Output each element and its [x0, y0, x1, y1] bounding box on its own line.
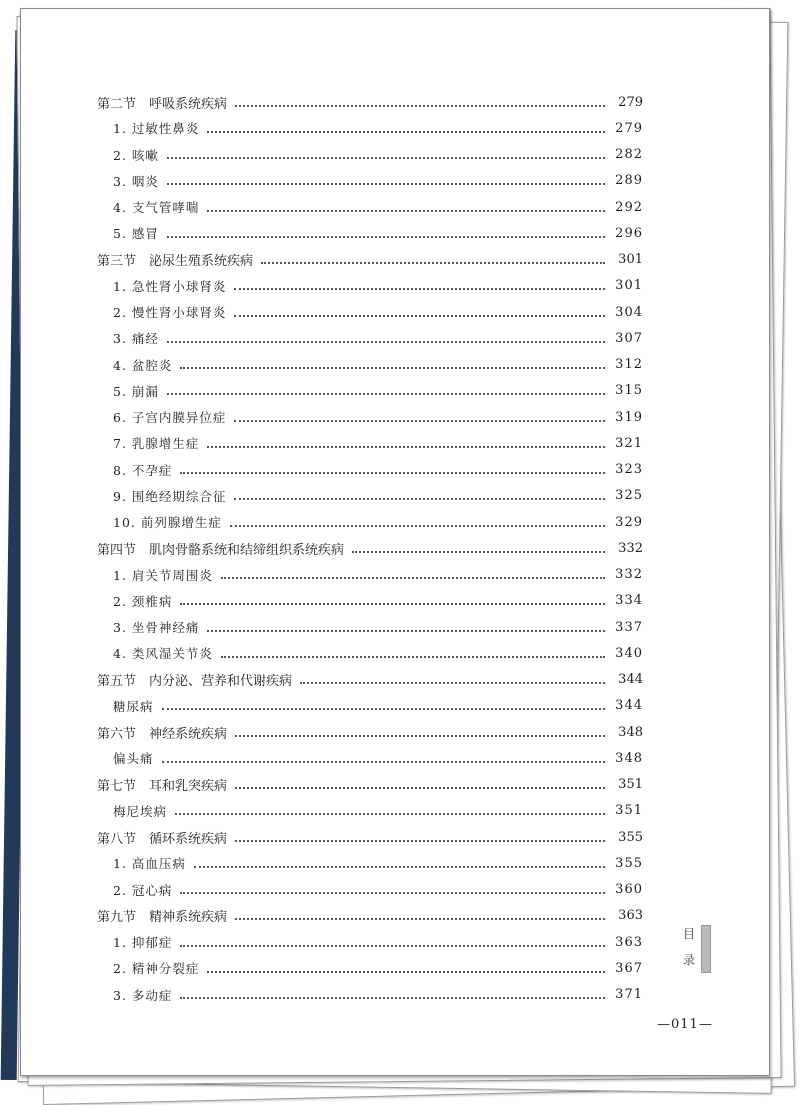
dot-leader: [162, 760, 605, 763]
dot-leader: [180, 996, 605, 999]
toc-entry-title: 1. 肩关节周围炎: [113, 567, 213, 583]
dot-leader: [194, 865, 605, 868]
dot-leader: [180, 366, 605, 369]
toc-entry-page: 348: [615, 750, 643, 766]
toc-entry-title: 偏头痛: [113, 751, 154, 767]
toc-entry-title: 7. 乳腺增生症: [113, 436, 200, 452]
toc-entry-title: 3. 坐骨神经痛: [113, 620, 200, 636]
toc-entry-title: 6. 子宫内膜异位症: [113, 410, 227, 426]
toc-entry[interactable]: [97, 877, 643, 903]
toc-entry[interactable]: [97, 745, 643, 771]
dot-leader: [207, 629, 605, 632]
toc-entry-page: 325: [615, 488, 643, 504]
dot-leader: [235, 734, 605, 737]
dot-leader: [175, 812, 605, 815]
toc-entry-title: 第五节 内分泌、营养和代谢疾病: [97, 674, 293, 690]
toc-entry[interactable]: [97, 614, 643, 640]
toc-entry-title: 2. 颈椎病: [113, 593, 173, 609]
toc-entry[interactable]: [97, 194, 643, 220]
dot-leader: [234, 287, 605, 290]
toc-entry-page: 289: [615, 173, 643, 189]
toc-page: [20, 8, 770, 1076]
toc-entry[interactable]: [97, 457, 643, 483]
dot-leader: [167, 235, 605, 238]
toc-entry[interactable]: [97, 404, 643, 430]
toc-entry[interactable]: [97, 929, 643, 955]
toc-entry-page: 355: [615, 855, 643, 871]
toc-entry-page: 351: [618, 777, 643, 793]
toc-entry[interactable]: [97, 142, 643, 168]
dot-leader: [230, 524, 605, 527]
page-number: —011—: [657, 1017, 713, 1032]
toc-entry[interactable]: [97, 955, 643, 981]
side-label-char: 录: [682, 953, 695, 967]
toc-entry[interactable]: [97, 430, 643, 456]
table-of-contents: [97, 89, 643, 1008]
toc-entry[interactable]: [97, 220, 643, 246]
toc-entry-title: 2. 精神分裂症: [113, 961, 200, 977]
toc-entry-page: 363: [615, 934, 643, 950]
toc-entry-page: 348: [618, 724, 643, 740]
toc-entry-title: 1. 高血压病: [113, 856, 186, 872]
dot-leader: [261, 261, 605, 264]
toc-entry-page: 296: [615, 225, 643, 241]
toc-entry-page: 279: [618, 94, 643, 110]
toc-entry-title: 3. 痛经: [113, 331, 159, 347]
toc-entry-page: 292: [615, 199, 643, 215]
toc-entry-title: 1. 抑郁症: [113, 935, 173, 951]
toc-entry-page: 363: [618, 908, 643, 924]
toc-entry-title: 2. 慢性肾小球肾炎: [113, 305, 227, 321]
toc-entry-page: 344: [618, 672, 643, 688]
toc-entry-page: 351: [615, 803, 643, 819]
toc-entry-title: 3. 多动症: [113, 987, 173, 1003]
side-label-char: 目: [682, 927, 695, 941]
dot-leader: [207, 209, 605, 212]
toc-entry-title: 第四节 肌肉骨骼系统和结缔组织系统疾病: [97, 542, 345, 558]
toc-entry-page: 355: [618, 829, 643, 845]
toc-section-entry[interactable]: [97, 667, 643, 693]
toc-entry[interactable]: [97, 483, 643, 509]
toc-entry-page: 301: [615, 278, 643, 294]
toc-entry-page: 332: [615, 567, 643, 583]
toc-entry[interactable]: [97, 588, 643, 614]
toc-entry-page: 334: [615, 593, 643, 609]
dot-leader: [180, 944, 605, 947]
side-label: [679, 921, 699, 973]
toc-entry-page: 337: [615, 619, 643, 635]
toc-entry-page: 312: [615, 357, 643, 373]
toc-entry[interactable]: [97, 562, 643, 588]
toc-entry[interactable]: [97, 299, 643, 325]
toc-entry-page: 282: [615, 147, 643, 163]
dot-leader: [234, 314, 605, 317]
toc-entry[interactable]: [97, 168, 643, 194]
dot-leader: [180, 471, 605, 474]
toc-entry-page: 321: [615, 435, 643, 451]
dot-leader: [235, 104, 605, 107]
toc-entry-page: 307: [615, 330, 643, 346]
toc-entry-title: 2. 冠心病: [113, 882, 173, 898]
toc-section-entry[interactable]: [97, 89, 643, 115]
toc-entry[interactable]: [97, 509, 643, 535]
dot-leader: [207, 445, 605, 448]
toc-entry[interactable]: [97, 693, 643, 719]
dot-leader: [167, 182, 605, 185]
toc-entry-page: 360: [615, 882, 643, 898]
dot-leader: [221, 576, 605, 579]
toc-entry-title: 梅尼埃病: [113, 803, 168, 819]
dot-leader: [352, 550, 605, 553]
dot-leader: [207, 970, 605, 973]
dot-leader: [167, 156, 605, 159]
toc-entry-title: 第九节 精神系统疾病: [97, 910, 228, 926]
toc-section-entry[interactable]: [97, 247, 643, 273]
dot-leader: [234, 497, 605, 500]
toc-entry[interactable]: [97, 798, 643, 824]
dot-leader: [180, 602, 605, 605]
toc-entry-title: 8. 不孕症: [113, 462, 173, 478]
toc-entry-page: 301: [618, 252, 643, 268]
toc-entry-title: 第三节 泌尿生殖系统疾病: [97, 254, 254, 270]
dot-leader: [234, 419, 605, 422]
toc-entry-page: 304: [615, 304, 643, 320]
toc-entry-page: 332: [618, 540, 643, 556]
toc-entry-page: 340: [615, 645, 643, 661]
toc-entry-page: 323: [615, 462, 643, 478]
toc-entry-title: 第八节 循环系统疾病: [97, 831, 228, 847]
dot-leader: [235, 839, 605, 842]
side-tab-marker: [701, 925, 711, 973]
toc-entry[interactable]: [97, 640, 643, 666]
toc-entry-title: 第六节 神经系统疾病: [97, 726, 228, 742]
dot-leader: [162, 707, 605, 710]
toc-entry-page: 371: [615, 987, 643, 1003]
toc-entry-title: 糖尿病: [113, 698, 154, 714]
toc-entry[interactable]: [97, 325, 643, 351]
toc-entry-title: 1. 过敏性鼻炎: [113, 121, 200, 137]
toc-entry-title: 3. 咽炎: [113, 173, 159, 189]
toc-entry-title: 5. 崩漏: [113, 383, 159, 399]
toc-entry-title: 1. 急性肾小球肾炎: [113, 278, 227, 294]
toc-section-entry[interactable]: [97, 903, 643, 929]
toc-section-entry[interactable]: [97, 535, 643, 561]
toc-entry-title: 10. 前列腺增生症: [113, 515, 222, 531]
dot-leader: [235, 917, 605, 920]
dot-leader: [167, 340, 605, 343]
toc-entry-title: 2. 咳嗽: [113, 147, 159, 163]
dot-leader: [300, 681, 605, 684]
toc-entry[interactable]: [97, 378, 643, 404]
toc-entry-page: 329: [615, 514, 643, 530]
toc-entry-page: 367: [615, 960, 643, 976]
dot-leader: [235, 786, 605, 789]
toc-entry-title: 5. 感冒: [113, 226, 159, 242]
toc-entry[interactable]: [97, 352, 643, 378]
toc-section-entry[interactable]: [97, 719, 643, 745]
dot-leader: [180, 891, 605, 894]
dot-leader: [207, 130, 605, 133]
dot-leader: [167, 392, 605, 395]
toc-entry[interactable]: [97, 982, 643, 1008]
toc-entry-title: 第七节 耳和乳突疾病: [97, 779, 228, 795]
toc-section-entry[interactable]: [97, 772, 643, 798]
toc-entry-page: 344: [615, 698, 643, 714]
toc-section-entry[interactable]: [97, 824, 643, 850]
toc-entry[interactable]: [97, 115, 643, 141]
toc-entry[interactable]: [97, 850, 643, 876]
dot-leader: [221, 655, 605, 658]
toc-entry-title: 9. 围绝经期综合征: [113, 488, 227, 504]
toc-entry[interactable]: [97, 273, 643, 299]
toc-entry-page: 315: [615, 383, 643, 399]
toc-entry-page: 319: [615, 409, 643, 425]
toc-entry-page: 279: [615, 120, 643, 136]
toc-entry-title: 4. 支气管哮喘: [113, 200, 200, 216]
toc-entry-title: 第二节 呼吸系统疾病: [97, 96, 228, 112]
toc-entry-title: 4. 盆腔炎: [113, 357, 173, 373]
toc-entry-title: 4. 类风湿关节炎: [113, 646, 213, 662]
